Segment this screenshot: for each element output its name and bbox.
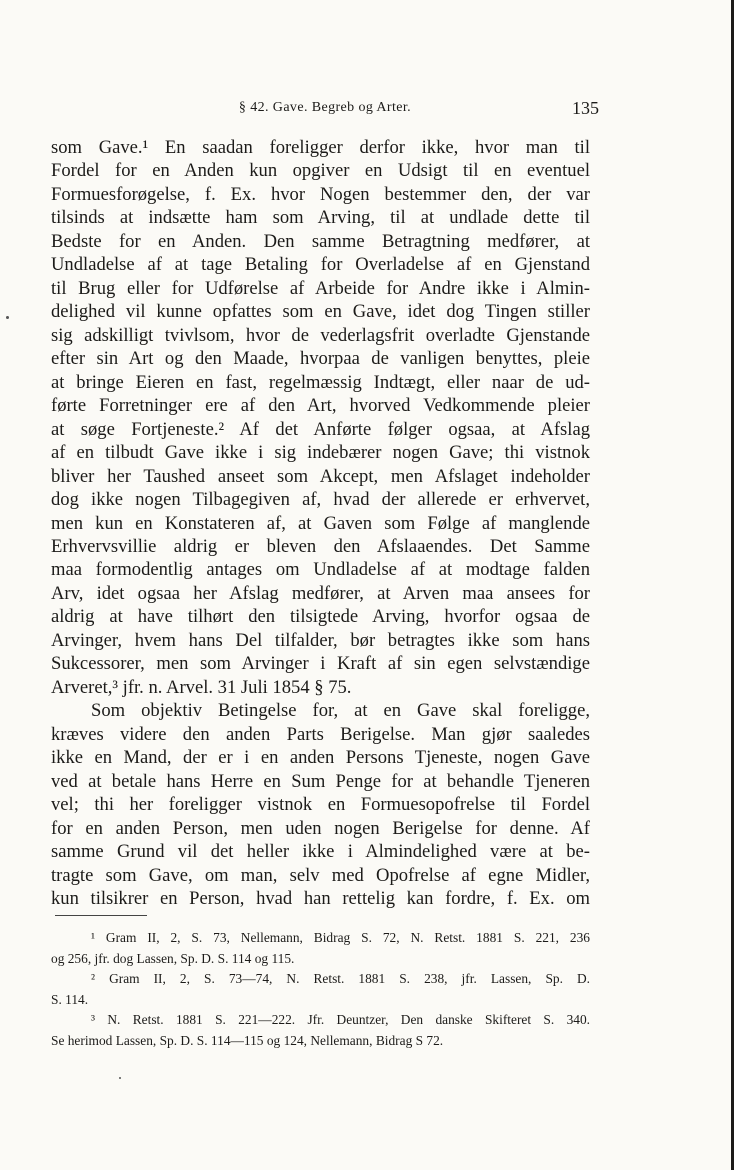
text-line: efter sin Art og den Maade, hvorpaa de vanligen benyttes, pleie — [51, 348, 590, 370]
text-line: for en anden Person, men uden nogen Berigelse for denne. Af — [51, 817, 590, 839]
text-line: sig adskilligt tvivlsom, hvor de vederlagsfrit overladte Gjenstande — [51, 324, 590, 346]
text-line: som Gave.¹ En saadan foreligger derfor ikke, hvor man til — [51, 137, 590, 158]
footnote-line: ³ N. Retst. 1881 S. 221—222. Jfr. Deuntzer, Den danske Skifteret S. 340. — [91, 1012, 590, 1028]
text-line: dog ikke nogen Tilbagegiven af, hvad der allerede er erhvervet, — [51, 489, 590, 511]
text-line: tilsinds at indsætte ham som Arving, til at undlade dette til — [51, 207, 590, 229]
text-line: Arv, idet ogsaa her Afslag medfører, at Arven maa ansees for — [51, 582, 590, 604]
text-line: førte Forretninger ere af den Art, hvorved Vedkommende pleier — [51, 395, 590, 417]
text-line: Erhvervsvillie aldrig er bleven den Afslaaendes. Det Samme — [51, 535, 590, 557]
footnotes — [51, 928, 590, 1052]
text-line: tragte som Gave, om man, selv med Opofrelse af egne Midler, — [51, 864, 590, 886]
footnote-line: ¹ Gram II, 2, S. 73, Nellemann, Bidrag S. 72, N. Retst. 1881 S. 221, 236 — [91, 930, 590, 945]
text-line: Undladelse af at tage Betaling for Overladelse af en Gjenstand — [51, 254, 590, 276]
text-line: aldrig at have tilhørt den tilsigtede Arving, hvorfor ogsaa de — [51, 606, 590, 628]
text-line: Som objektiv Betingelse for, at en Gave skal foreligge, — [91, 700, 590, 722]
text-line: at søge Fortjeneste.² Af det Anførte følger ogsaa, at Afslag — [51, 418, 590, 440]
text-line: delighed vil kunne opfattes som en Gave, idet dog Tingen stiller — [51, 301, 590, 323]
text-line: at bringe Eieren en fast, regelmæssig Indtægt, eller naar de ud- — [51, 371, 590, 393]
text-line: ved at betale hans Herre en Sum Penge for at behandle Tjeneren — [51, 770, 590, 792]
text-line: Arvinger, hvem hans Del tilfalder, bør betragtes ikke som hans — [51, 629, 590, 651]
text-line: af en tilbudt Gave ikke i sig indebærer nogen Gave; thi vistnok — [51, 442, 590, 464]
header-title: § 42. Gave. Begreb og Arter. — [238, 100, 412, 115]
scan-speck — [119, 1077, 121, 1079]
text-line: men kun en Konstateren af, at Gaven som Følge af manglende — [51, 512, 590, 534]
text-line: maa formodentlig antages om Undladelse af at modtage falden — [51, 559, 590, 581]
text-line: bliver her Taushed anseet som Akcept, men Afslaget indeholder — [51, 465, 590, 487]
footnote-line: Se herimod Lassen, Sp. D. S. 114—115 og 124, Nellemann, Bidrag S 72. — [51, 1032, 444, 1048]
text-line: Formuesforøgelse, f. Ex. hvor Nogen bestemmer den, der var — [51, 183, 590, 205]
text-line: vel; thi her foreligger vistnok en Formuesopofrelse til Fordel — [51, 794, 590, 816]
running-header — [51, 98, 599, 122]
text-line: kræves videre den anden Parts Berigelse. Man gjør saaledes — [51, 723, 590, 745]
body-text — [51, 136, 590, 910]
scan-speck — [6, 316, 9, 319]
text-line: til Brug eller for Udførelse af Arbeide for Andre ikke i Almin- — [51, 277, 590, 299]
text-line: samme Grund vil det heller ikke i Almindelighed være at be- — [51, 841, 590, 863]
footnote-line: og 256, jfr. dog Lassen, Sp. D. S. 114 og 115. — [51, 950, 295, 966]
text-line: Bedste for en Anden. Den samme Betragtning medfører, at — [51, 230, 590, 252]
text-line: kun tilsikrer en Person, hvad han rettelig kan fordre, f. Ex. om — [51, 888, 590, 909]
text-line: Fordel for en Anden kun opgiver en Udsigt til en eventuel — [51, 160, 590, 182]
footnote-rule — [55, 915, 147, 916]
text-line: ikke en Mand, der er i en anden Persons Tjeneste, nogen Gave — [51, 747, 590, 769]
footnote-line: ² Gram II, 2, S. 73—74, N. Retst. 1881 S. 238, jfr. Lassen, Sp. D. — [91, 971, 590, 987]
text-line: Arveret,³ jfr. n. Arvel. 31 Juli 1854 § 75. — [51, 676, 352, 698]
page-number: 135 — [572, 98, 599, 118]
footnote-line: S. 114. — [51, 991, 89, 1007]
text-line: Sukcessorer, men som Arvinger i Kraft af sin egen selvstændige — [51, 653, 590, 675]
